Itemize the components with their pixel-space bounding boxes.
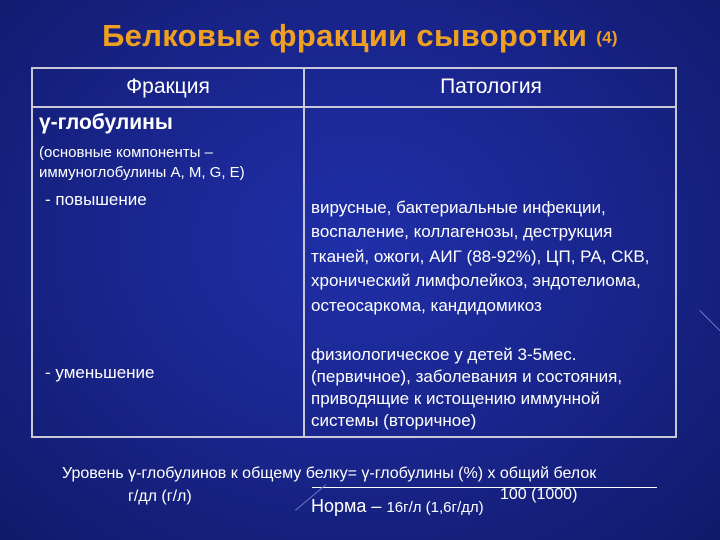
header-pathology: Патология bbox=[440, 75, 542, 98]
protein-fraction-table bbox=[31, 67, 677, 438]
title-suffix: (4) bbox=[596, 27, 618, 47]
row-pathology-decrease: физиологическое у детей 3-5мес. (первичное), заболевания и состояния, приводящие к истощению иммунной системы (вторичное) bbox=[311, 345, 623, 430]
decorative-line bbox=[699, 310, 720, 332]
norm-label: Норма – bbox=[311, 496, 382, 516]
norm-value: 16г/л (1,6г/дл) bbox=[386, 499, 484, 516]
formula-denominator: 100 (1000) bbox=[500, 486, 578, 503]
header-fraction: Фракция bbox=[126, 75, 210, 98]
slide-title bbox=[0, 18, 720, 54]
row-pathology-increase: вирусные, бактериальные инфекции, воспаление, коллагенозы, деструкция тканей, ожоги, АИГ (88-92%), ЦП, РА, СКВ, хронический лимфолейкоз, эндотелиома, остеосаркома, кандидомикоз bbox=[311, 198, 650, 315]
row-label-decrease: - уменьшение bbox=[45, 363, 155, 382]
header-divider bbox=[33, 106, 675, 108]
formula-line-1: Уровень γ-глобулинов к общему белку= γ-глобулины (%) х общий белок bbox=[62, 465, 597, 482]
formula-fraction-bar bbox=[312, 487, 657, 488]
title-text: Белковые фракции сыворотки bbox=[102, 18, 588, 53]
formula-units: г/дл (г/л) bbox=[128, 488, 192, 505]
fraction-name: γ-глобулины bbox=[39, 111, 173, 134]
norm-statement bbox=[311, 496, 484, 517]
fraction-components: (основные компоненты – иммуноглобулины А, M, G, E) bbox=[39, 144, 245, 181]
column-divider bbox=[303, 69, 305, 436]
row-label-increase: - повышение bbox=[45, 190, 147, 209]
